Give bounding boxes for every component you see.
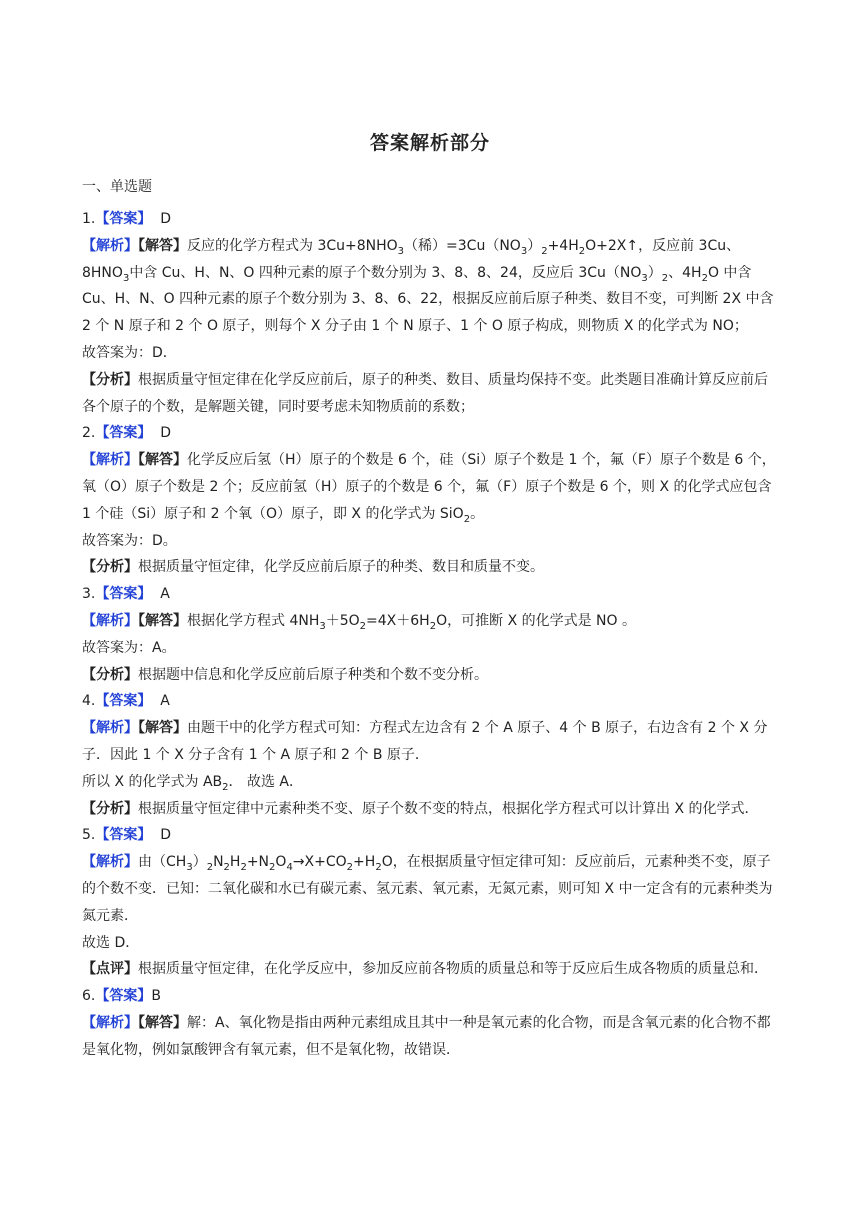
analysis-label: 【分析】 <box>82 800 138 817</box>
q2-answer: D <box>160 425 172 442</box>
page-title: 答案解析部分 <box>369 132 490 154</box>
q1-solution: 【解析】【解答】反应的化学方程式为 $3Cu+8NHO_3$（稀）$=3Cu(NO_3)_2+4H_2O+2X↑$，反应前 3Cu、$8HNO_3$中含 Cu、H、N、O 四种元素的原子个数分别为 3、8、8、24，反应后 $3Cu(NO_3)_2$、$4H_2O$ 中含 Cu、H、N、O 四种元素的原子个数分别为 3、8、6、22，根据反应前后原子种类、数目不变，可判断 2X 中含 2 个 N 原子和 2 个 O 原子，则每个 X 分子由 1 个 N 原子、1 个 O 原子构成，则物质 X 的化学式为 NO； <box>82 237 774 335</box>
q4-number: 4. <box>82 693 96 710</box>
q6-answer-line <box>82 983 780 1010</box>
q2-conclusion: 故答案为：D。 <box>82 532 177 549</box>
analysis-tag: 【解析】 <box>82 720 138 737</box>
q5-comment: 【点评】根据质量守恒定律，在化学反应中，参加反应前各物质的质量总和等于反应后生成各物质的质量总和． <box>82 961 768 978</box>
q5-answer: D <box>160 827 172 844</box>
solution-label: 【解答】 <box>138 612 187 629</box>
q1-conclusion: 故答案为：D． <box>82 344 177 361</box>
q5-answer-line <box>82 822 780 849</box>
q2-answer-line <box>82 420 780 447</box>
q2-analysis: 【分析】根据质量守恒定律，化学反应前后原子的种类、数目和质量不变。 <box>82 559 544 576</box>
solution-label: 【解答】 <box>138 1014 187 1031</box>
q4-conclusion: 所以 X 的化学式为 $AB_2$． 故选 A． <box>82 773 303 793</box>
analysis-tag: 【解析】 <box>82 237 138 254</box>
solution-label: 【解答】 <box>138 452 187 469</box>
analysis-tag: 【解析】 <box>82 1014 138 1031</box>
analysis-tag: 【解析】 <box>82 854 138 871</box>
q1-number: 1. <box>82 211 96 227</box>
answer-tag: 【答案】 <box>95 586 152 603</box>
q6-number: 6. <box>82 988 96 1005</box>
answer-tag: 【答案】 <box>95 988 152 1005</box>
q4-answer: A <box>160 693 170 710</box>
solution-label: 【解答】 <box>138 237 187 254</box>
analysis-label: 【分析】 <box>82 666 138 683</box>
q2-number: 2. <box>82 425 96 442</box>
q5-conclusion: 故选 D． <box>82 934 140 951</box>
q4-solution: 【解析】【解答】由题干中的化学方程式可知：方程式左边含有 2 个 A 原子、4 个 B 原子，右边含有 2 个 X 分子．因此 1 个 X 分子含有 1 个 A 原子和 2 个 B 原子． <box>82 720 768 763</box>
comment-label: 【点评】 <box>82 961 138 978</box>
analysis-label: 【分析】 <box>82 559 138 576</box>
answer-tag: 【答案】 <box>95 827 152 844</box>
q3-solution: 【解析】【解答】根据化学方程式 $4NH_3+5O_2=4X+6H_2O$，可推断 X 的化学式是 NO 。 <box>82 612 636 632</box>
q5-solution: 【解析】由$(CH_3)_2N_2H_2+N_2O_4\to X+CO_2+H_2O$，在根据质量守恒定律可知：反应前后，元素种类不变，原子的个数不变．已知：二氧化碳和水已有碳元素、氢元素、氧元素，无氮元素，则可知 X 中一定含有的元素种类为氮元素． <box>82 854 773 924</box>
q4-analysis: 【分析】根据质量守恒定律中元素种类不变、原子个数不变的特点，根据化学方程式可以计算出 X 的化学式． <box>82 800 759 817</box>
q6-answer: B <box>151 988 161 1005</box>
section-heading: 一、单选题 <box>82 179 152 195</box>
q3-analysis: 【分析】根据题中信息和化学反应前后原子种类和个数不变分析。 <box>82 666 488 683</box>
q2-solution: 【解析】【解答】化学反应后氢（H）原子的个数是 6 个，硅（Si）原子个数是 1 个，氟（F）原子个数是 6 个，氧（O）原子个数是 2 个；反应前氢（H）原子的个数是 6 个，氟（F）原子个数是 6 个，则 X 的化学式应包含 1 个硅（Si）原子和 2 个氧（O）原子，即 X 的化学式为 SiO$_2$。 <box>82 452 776 525</box>
q3-conclusion: 故答案为：A。 <box>82 639 176 656</box>
solution-label: 【解答】 <box>138 720 187 737</box>
analysis-label: 【分析】 <box>82 371 138 388</box>
q1-analysis: 【分析】根据质量守恒定律在化学反应前后，原子的种类、数目、质量均保持不变。此类题目准确计算反应前后各个原子的个数，是解题关键，同时要考虑未知物质前的系数； <box>82 371 768 415</box>
answer-content <box>82 206 780 1064</box>
q1-answer-line <box>82 206 780 233</box>
q3-answer: A <box>160 586 170 603</box>
analysis-tag: 【解析】 <box>82 612 138 629</box>
q1-answer: D <box>160 211 172 227</box>
answer-tag: 【答案】 <box>95 425 152 442</box>
answer-tag: 【答案】 <box>95 693 152 710</box>
analysis-tag: 【解析】 <box>82 452 138 469</box>
q3-answer-line <box>82 581 780 608</box>
q6-solution: 【解析】【解答】解：A、氧化物是指由两种元素组成且其中一种是氧元素的化合物，而是含氧元素的化合物不都是氧化物，例如氯酸钾含有氧元素，但不是氧化物，故错误． <box>82 1014 771 1058</box>
q5-number: 5. <box>82 827 96 844</box>
q3-number: 3. <box>82 586 96 603</box>
q4-answer-line <box>82 688 780 715</box>
answer-tag: 【答案】 <box>95 211 152 227</box>
